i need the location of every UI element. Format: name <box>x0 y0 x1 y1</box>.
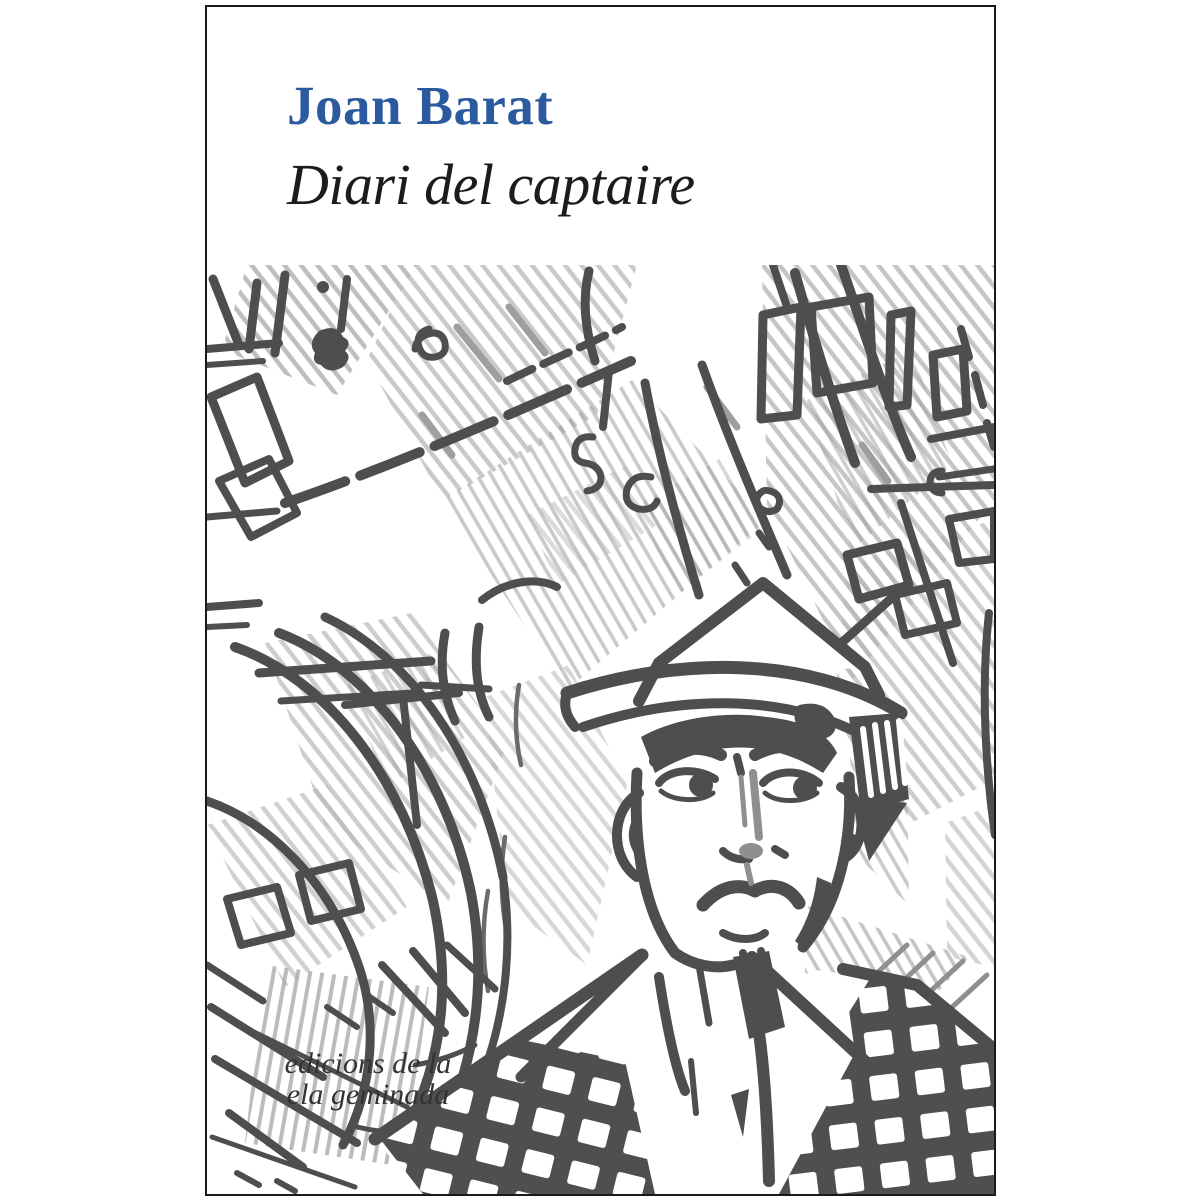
book-title: Diari del captaire <box>287 152 695 217</box>
publisher-line-1: edicions de la <box>284 1047 452 1080</box>
book-cover <box>205 5 996 1196</box>
publisher-line-2: ela geminada <box>286 1078 450 1111</box>
publisher-imprint <box>258 1048 478 1110</box>
author-name: Joan Barat <box>287 75 554 136</box>
